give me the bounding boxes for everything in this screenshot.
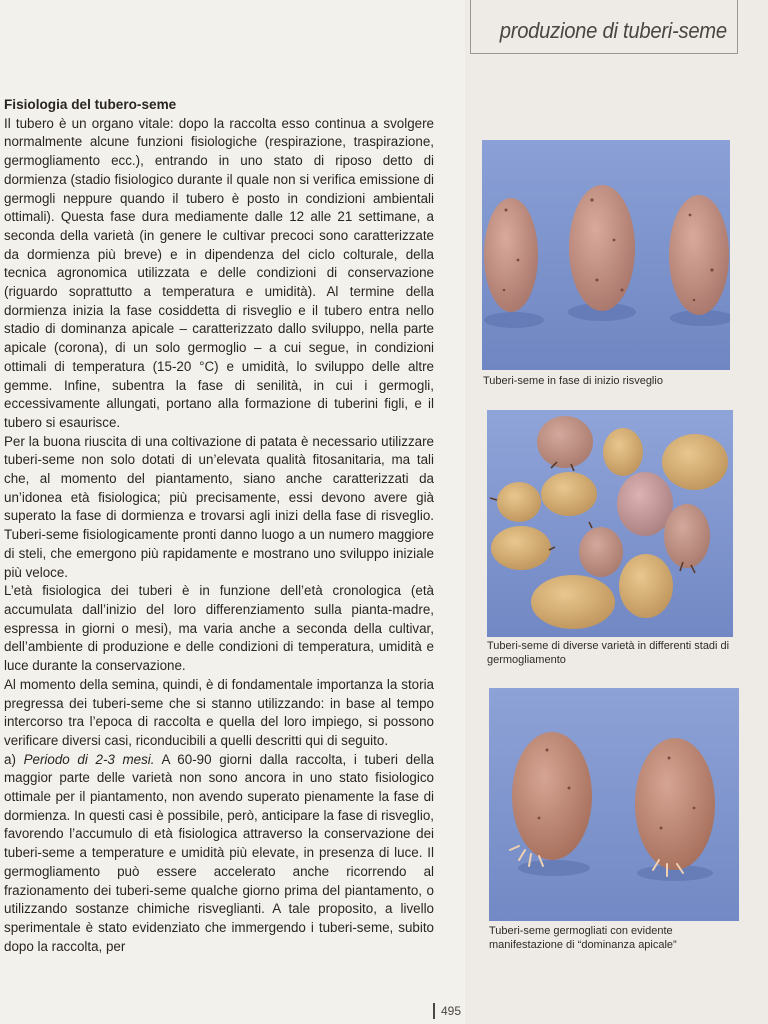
paragraph-1: Il tubero è un organo vitale: dopo la raccolta esso continua a svolgere normalmente alcune funzioni fisiologiche (respirazione, traspirazione, germogliamento ecc.), entrando in uno stato di riposo detto di dormienza (stadio fisiologico durante il quale non si verifica emissione di germogli neppure quando il tubero è posto in condizioni ambientali ottimali). Questa fase dura mediamente dalle 12 alle 21 settimane, a seconda della varietà (in genere le cultivar precoci sono caratterizzate da dormienza più breve) e in dipendenza del ciclo colturale, della tecnica agronomica utilizzata e delle condizioni di conservazione (riguardo soprattutto a temperatura e umidità). Al termine della dormienza inizia la fase cosiddetta di risveglio e il tubero entra nello stadio di dominanza apicale – caratterizzato dallo sviluppo, nella parte apicale (corona), di un solo germoglio – a cui segue, in condizioni ottimali di temperatura (15-20 °C) e umidità, lo sviluppo delle altre gemme. Infine, subentra la fase di senilità, in cui i germogli, eccessivamente allungati, portano alla formazione di tuberini figli, e il tubero si esaurisce.: [4, 115, 434, 430]
paragraph-4: Al momento della semina, quindi, è di fondamentale importanza la storia pregressa dei tuberi-seme che si stanno utilizzando: in base al tempo intercorso tra l’epoca di raccolta e quella del loro impiego, si possono verificare diversi casi, riconducibili a quelli descritti qui di seguito.: [4, 676, 434, 748]
case-a-label: Periodo di 2-3 mesi.: [23, 751, 155, 767]
figure-caption-1: Tuberi-seme in fase di inizio risveglio: [483, 375, 663, 387]
photo-potatoes-apical-dominance: [489, 688, 739, 921]
section-heading: Fisiologia del tubero-seme: [4, 97, 177, 112]
article-body: [4, 96, 434, 956]
running-header: produzione di tuberi-seme: [499, 18, 727, 43]
photo-potatoes-sprouting-varieties: [487, 410, 733, 637]
paragraph-3: L’età fisiologica dei tuberi è in funzione dell’età cronologica (età accumulata dall’inizio del loro differenziamento sulla pianta-madre, espressa in giorni o mesi), ma varia anche a seconda della cultivar, dell’ambiente di produzione e delle condizioni di temperatura, umidità e luce durante la conservazione.: [4, 583, 434, 674]
page-number: 495: [433, 1003, 461, 1019]
paragraph-2: Per la buona riuscita di una coltivazione di patata è necessario utilizzare tuberi-seme non solo dotati di un’elevata qualità fitosanitaria, ma tali che, al momento del piantamento, siano anche caratterizzati da un’idonea età fisiologica; più precisamente, essi devono avere già superato la fase di dormienza e trovarsi agli inizi della fase di risveglio. Tuberi-seme fisiologicamente pronti danno luogo a un numero maggiore di steli, che emergono più rapidamente e mostrano uno sviluppo iniziale più veloce.: [4, 433, 434, 580]
header-box: [470, 0, 738, 54]
figure-caption-2: Tuberi-seme di diverse varietà in differenti stadi di germogliamento: [487, 640, 730, 666]
photo-potatoes-awakening: [482, 140, 730, 370]
paragraph-case-a: [4, 751, 434, 957]
figure-caption-3: Tuberi-seme germogliati con evidente manifestazione di “dominanza apicale”: [489, 925, 677, 951]
case-a-text: A 60-90 giorni dalla raccolta, i tuberi della maggior parte delle varietà non sono ancora in uno stato fisiologico ottimale per il piantamento, non avendo superato pienamente la fase di dormienza. In questi casi è possibile, però, anticipare la fase di risveglio, favorendo l’accumulo di età fisiologica attraverso la conservazione dei tuberi-seme a temperature e umidità più elevate, in presenza di luce. Il germogliamento può essere accelerato anche ricorrendo al frazionamento dei tuberi-seme qualche giorno prima del piantamento, o utilizzando sostanze chimiche risveglianti. A tale proposito, a livello sperimentale è stato evidenziato che immergendo i tuberi-seme, subito dopo la raccolta, per: [4, 751, 434, 954]
case-a-prefix: a): [4, 751, 24, 767]
